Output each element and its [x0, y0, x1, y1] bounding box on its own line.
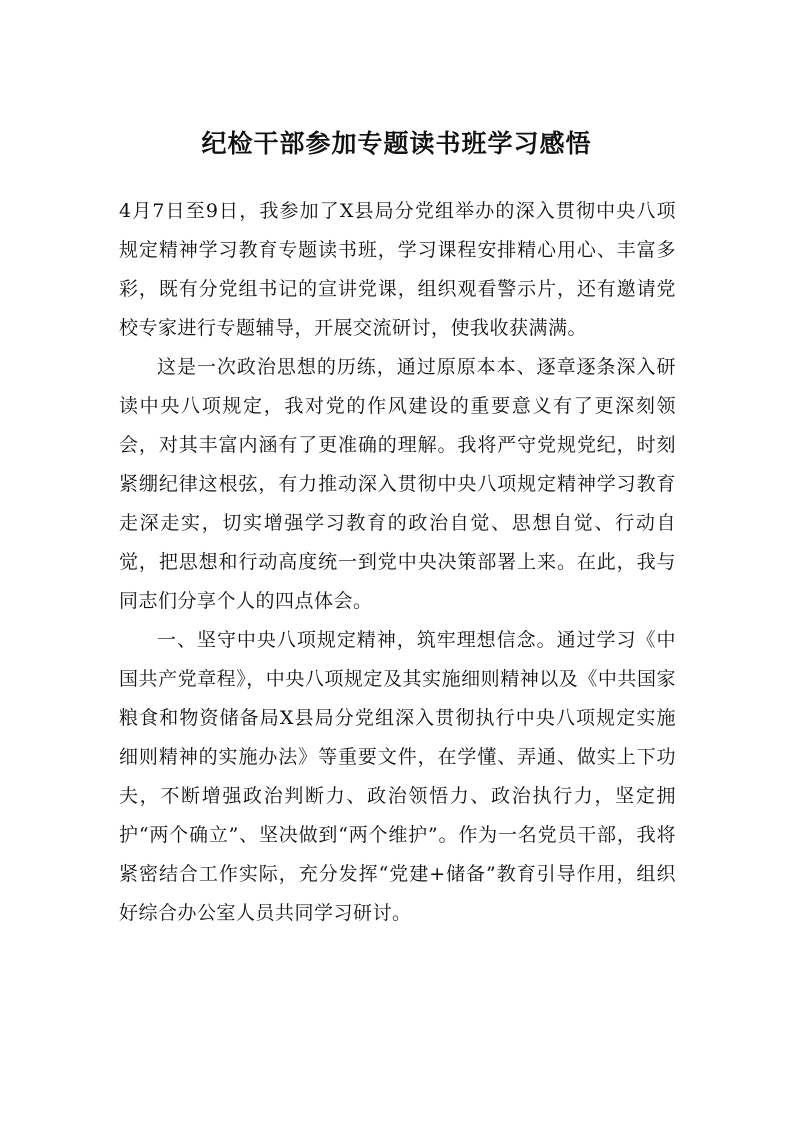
paragraph-point-one: 一、坚守中央八项规定精神，筑牢理想信念。通过学习《中国共产党章程》，中央八项规定及其实施细则精神以及《中共国家粮食和物资储备局X县局分党组深入贯彻执行中央八项规定实施细则精神的实施办法》等重要文件，在学懂、弄通、做实上下功夫，不断增强政治判断力、政治领悟力、政治执行力，坚定拥护“两个确立”、坚决做到“两个维护”。作为一名党员干部，我将紧密结合工作实际，充分发挥“党建+储备”教育引导作用，组织好综合办公室人员共同学习研讨。 [119, 629, 676, 924]
paragraph-intro: 4月7日至9日，我参加了X县局分党组举办的深入贯彻中央八项规定精神学习教育专题读书班，学习课程安排精心用心、丰富多彩，既有分党组书记的宣讲党课，组织观看警示片，还有邀请党校专家进行专题辅导，开展交流研讨，使我收获满满。 [119, 200, 676, 339]
paragraph-reflection: 这是一次政治思想的历练，通过原原本本、逐章逐条深入研读中央八项规定，我对党的作风建设的重要意义有了更深刻领会，对其丰富内涵有了更准确的理解。我将严守党规党纪，时刻紧绷纪律这根弦，有力推动深入贯彻中央八项规定精神学习教育走深走实，切实增强学习教育的政治自觉、思想自觉、行动自觉，把思想和行动高度统一到党中央决策部署上来。在此，我与同志们分享个人的四点体会。 [119, 356, 676, 612]
document-title: 纪检干部参加专题读书班学习感悟 [201, 129, 592, 158]
document-body [119, 192, 676, 933]
